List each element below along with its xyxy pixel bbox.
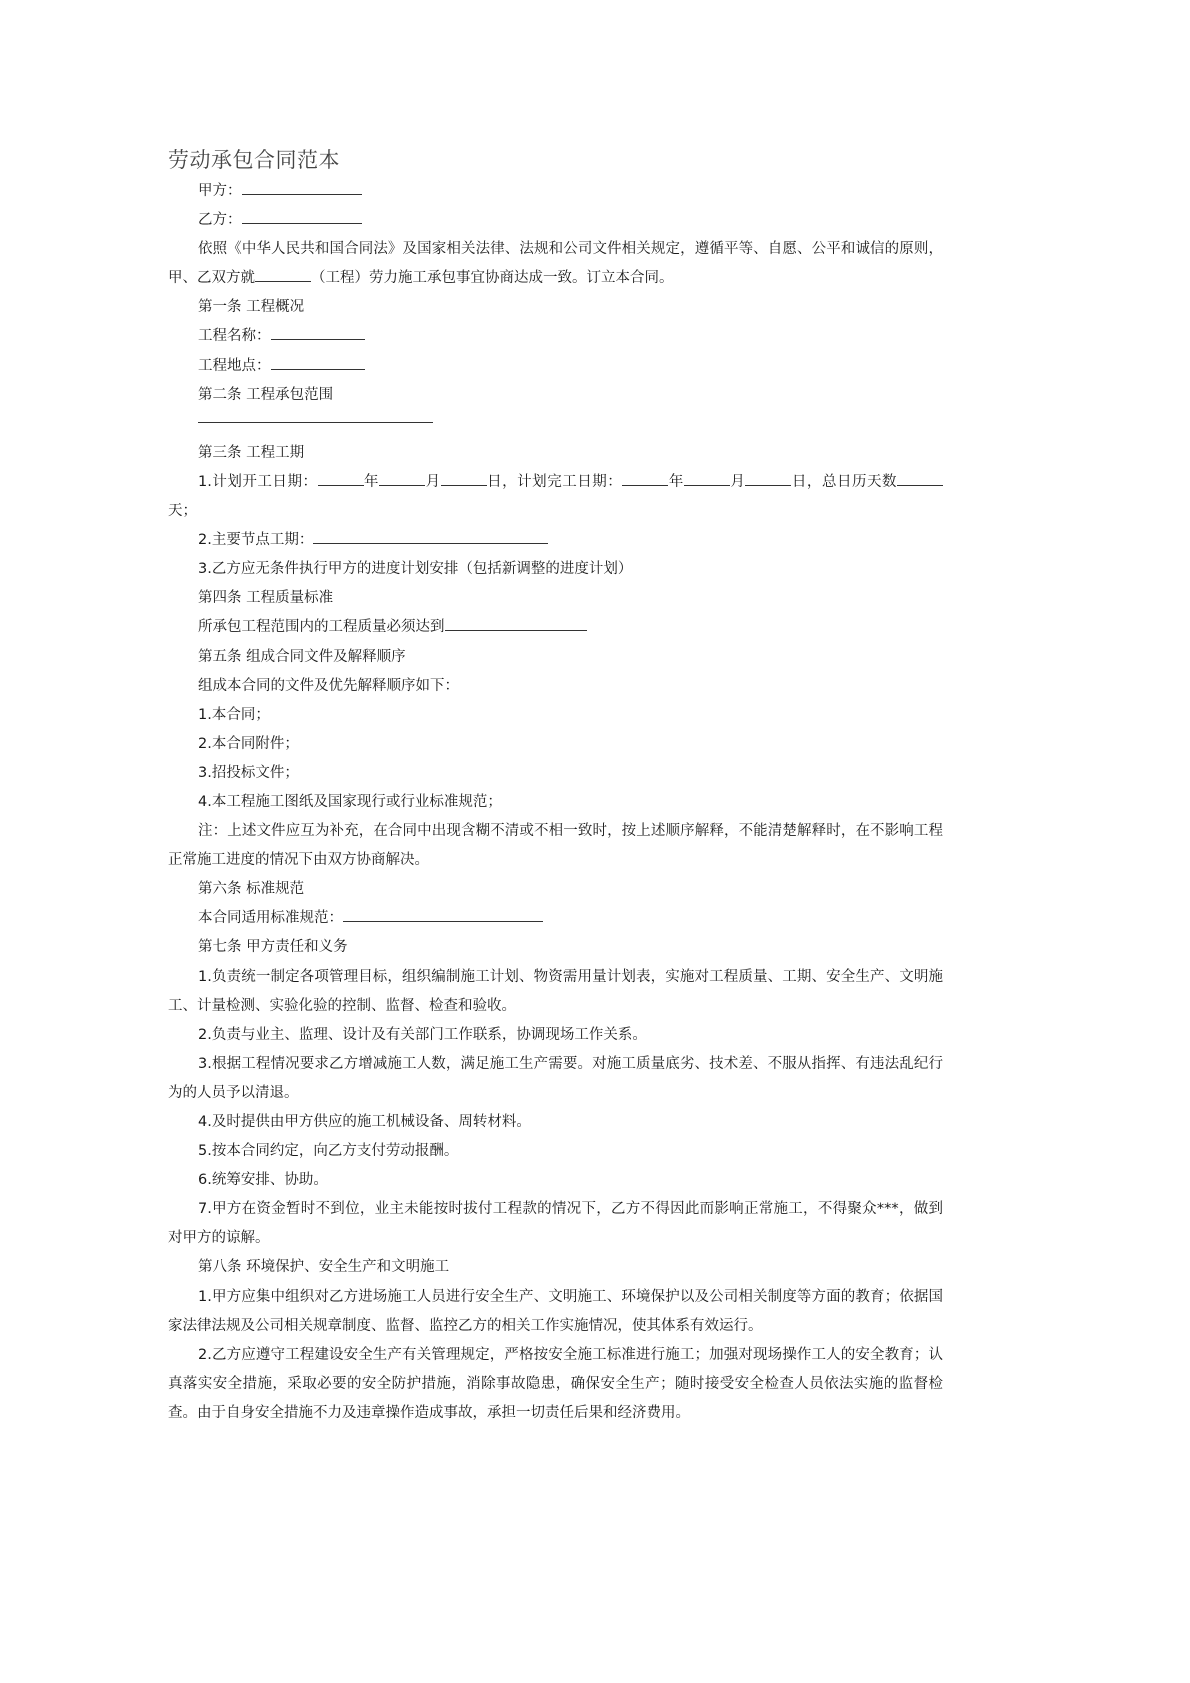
party-a-blank <box>242 180 362 195</box>
quality-line <box>168 613 943 642</box>
article5-heading: 第五条 组成合同文件及解释顺序 <box>198 648 406 665</box>
year-unit: 年 <box>363 473 380 490</box>
article8-item: 2.乙方应遵守工程建设安全生产有关管理规定，严格按安全施工标准进行施工；加强对现场操作工人的安全教育；认真落实安全措施，采取必要的安全防护措施，消除事故隐患，确保安全生产；随时接受安全检查人员依法实施的监督检查。由于自身安全措施不力及违章操作造成事故，承担一切责任后果和经济费用。 <box>168 1346 943 1421</box>
preamble-paragraph <box>168 235 943 293</box>
article7-item: 2.负责与业主、监理、设计及有关部门工作联系，协调现场工作关系。 <box>198 1026 647 1043</box>
article3-heading: 第三条 工程工期 <box>198 444 305 461</box>
milestone-label: 2.主要节点工期： <box>198 532 314 549</box>
project-name-field-blank <box>271 325 365 340</box>
standards-blank <box>343 907 543 922</box>
total-days-blank <box>897 471 943 486</box>
article7-item: 7.甲方在资金暂时不到位，业主未能按时拔付工程款的情况下，乙方不得因此而影响正常施工，不得聚众***，做到对甲方的谅解。 <box>168 1201 943 1247</box>
article5-item: 3.招投标文件； <box>198 764 299 781</box>
total-days-label: 日，总日历天数 <box>791 473 898 490</box>
start-month-blank <box>379 471 425 486</box>
project-name-line <box>168 322 943 351</box>
milestone-blank <box>313 529 548 544</box>
project-name-blank <box>255 267 311 282</box>
article4-heading: 第四条 工程质量标准 <box>198 590 334 607</box>
quality-blank <box>445 616 587 631</box>
article2-heading: 第二条 工程承包范围 <box>198 386 334 403</box>
milestone-line <box>168 526 943 555</box>
end-day-blank <box>745 471 791 486</box>
year-unit: 年 <box>668 473 684 490</box>
schedule-start-label: 1.计划开工日期： <box>198 473 318 490</box>
scope-blank <box>198 422 433 423</box>
project-location-blank <box>271 355 365 370</box>
party-b-line <box>168 206 943 235</box>
article8-item: 1.甲方应集中组织对乙方进场施工人员进行安全生产、文明施工、环境保护以及公司相关制度等方面的教育；依据国家法律法规及公司相关规章制度、监督、监控乙方的相关工作实施情况，使其体系有效运行。 <box>168 1288 943 1334</box>
document-title: 劳动承包合同范本 <box>168 148 340 172</box>
end-year-blank <box>622 471 668 486</box>
start-day-blank <box>441 471 487 486</box>
standards-line <box>168 904 943 933</box>
month-unit: 月 <box>729 473 746 490</box>
project-location-line <box>168 352 943 381</box>
schedule-end-label: 日，计划完工日期： <box>486 473 623 490</box>
party-a-label: 甲方： <box>198 183 242 199</box>
article1-heading: 第一条 工程概况 <box>198 299 305 316</box>
project-name-label: 工程名称： <box>198 328 271 345</box>
article5-intro: 组成本合同的文件及优先解释顺序如下： <box>198 677 459 694</box>
article5-item: 2.本合同附件； <box>198 735 299 752</box>
article7-item: 5.按本合同约定，向乙方支付劳动报酬。 <box>198 1143 459 1160</box>
article7-item: 3.根据工程情况要求乙方增减施工人数，满足施工生产需要。对施工质量底劣、技术差、不服从指挥、有违法乱纪行为的人员予以清退。 <box>168 1055 943 1101</box>
preamble-text: 依照《中华人民共和国合同法》及国家相关法律、法规和公司文件相关规定，遵循平等、自愿、公平和诚信的原则，甲、乙双方就 <box>168 241 943 287</box>
article5-note: 注：上述文件应互为补充，在合同中出现含糊不清或不相一致时，按上述顺序解释，不能清楚解释时，在不影响工程正常施工进度的情况下由双方协商解决。 <box>168 823 943 869</box>
month-unit: 月 <box>425 473 441 490</box>
end-month-blank <box>684 471 730 486</box>
schedule-item3: 3.乙方应无条件执行甲方的进度计划安排（包括新调整的进度计划） <box>198 561 633 578</box>
article5-item: 4.本工程施工图纸及国家现行或行业标准规范； <box>198 793 502 810</box>
schedule-dates-paragraph <box>168 468 943 526</box>
article8-heading: 第八条 环境保护、安全生产和文明施工 <box>198 1259 450 1276</box>
article7-item: 4.及时提供由甲方供应的施工机械设备、周转材料。 <box>198 1114 531 1130</box>
project-location-label: 工程地点： <box>198 357 271 374</box>
scope-blank-line <box>198 410 943 439</box>
article7-heading: 第七条 甲方责任和义务 <box>198 939 348 956</box>
quality-text: 所承包工程范围内的工程质量必须达到 <box>198 619 445 636</box>
preamble-tail-text: （工程）劳力施工承包事宜协商达成一致。订立本合同。 <box>311 270 674 287</box>
party-b-blank <box>242 209 362 224</box>
days-unit: 天； <box>168 503 197 520</box>
party-a-line <box>168 177 943 206</box>
document-page <box>168 143 943 1428</box>
article7-item: 1.负责统一制定各项管理目标，组织编制施工计划、物资需用量计划表，实施对工程质量、工期、安全生产、文明施工、计量检测、实验化验的控制、监督、检查和验收。 <box>168 968 943 1014</box>
article7-item: 6.统筹安排、协助。 <box>198 1172 328 1189</box>
party-b-label: 乙方： <box>198 212 242 229</box>
standards-label: 本合同适用标准规范： <box>198 910 343 927</box>
article6-heading: 第六条 标准规范 <box>198 881 305 898</box>
article5-item: 1.本合同； <box>198 706 270 723</box>
start-year-blank <box>318 471 364 486</box>
